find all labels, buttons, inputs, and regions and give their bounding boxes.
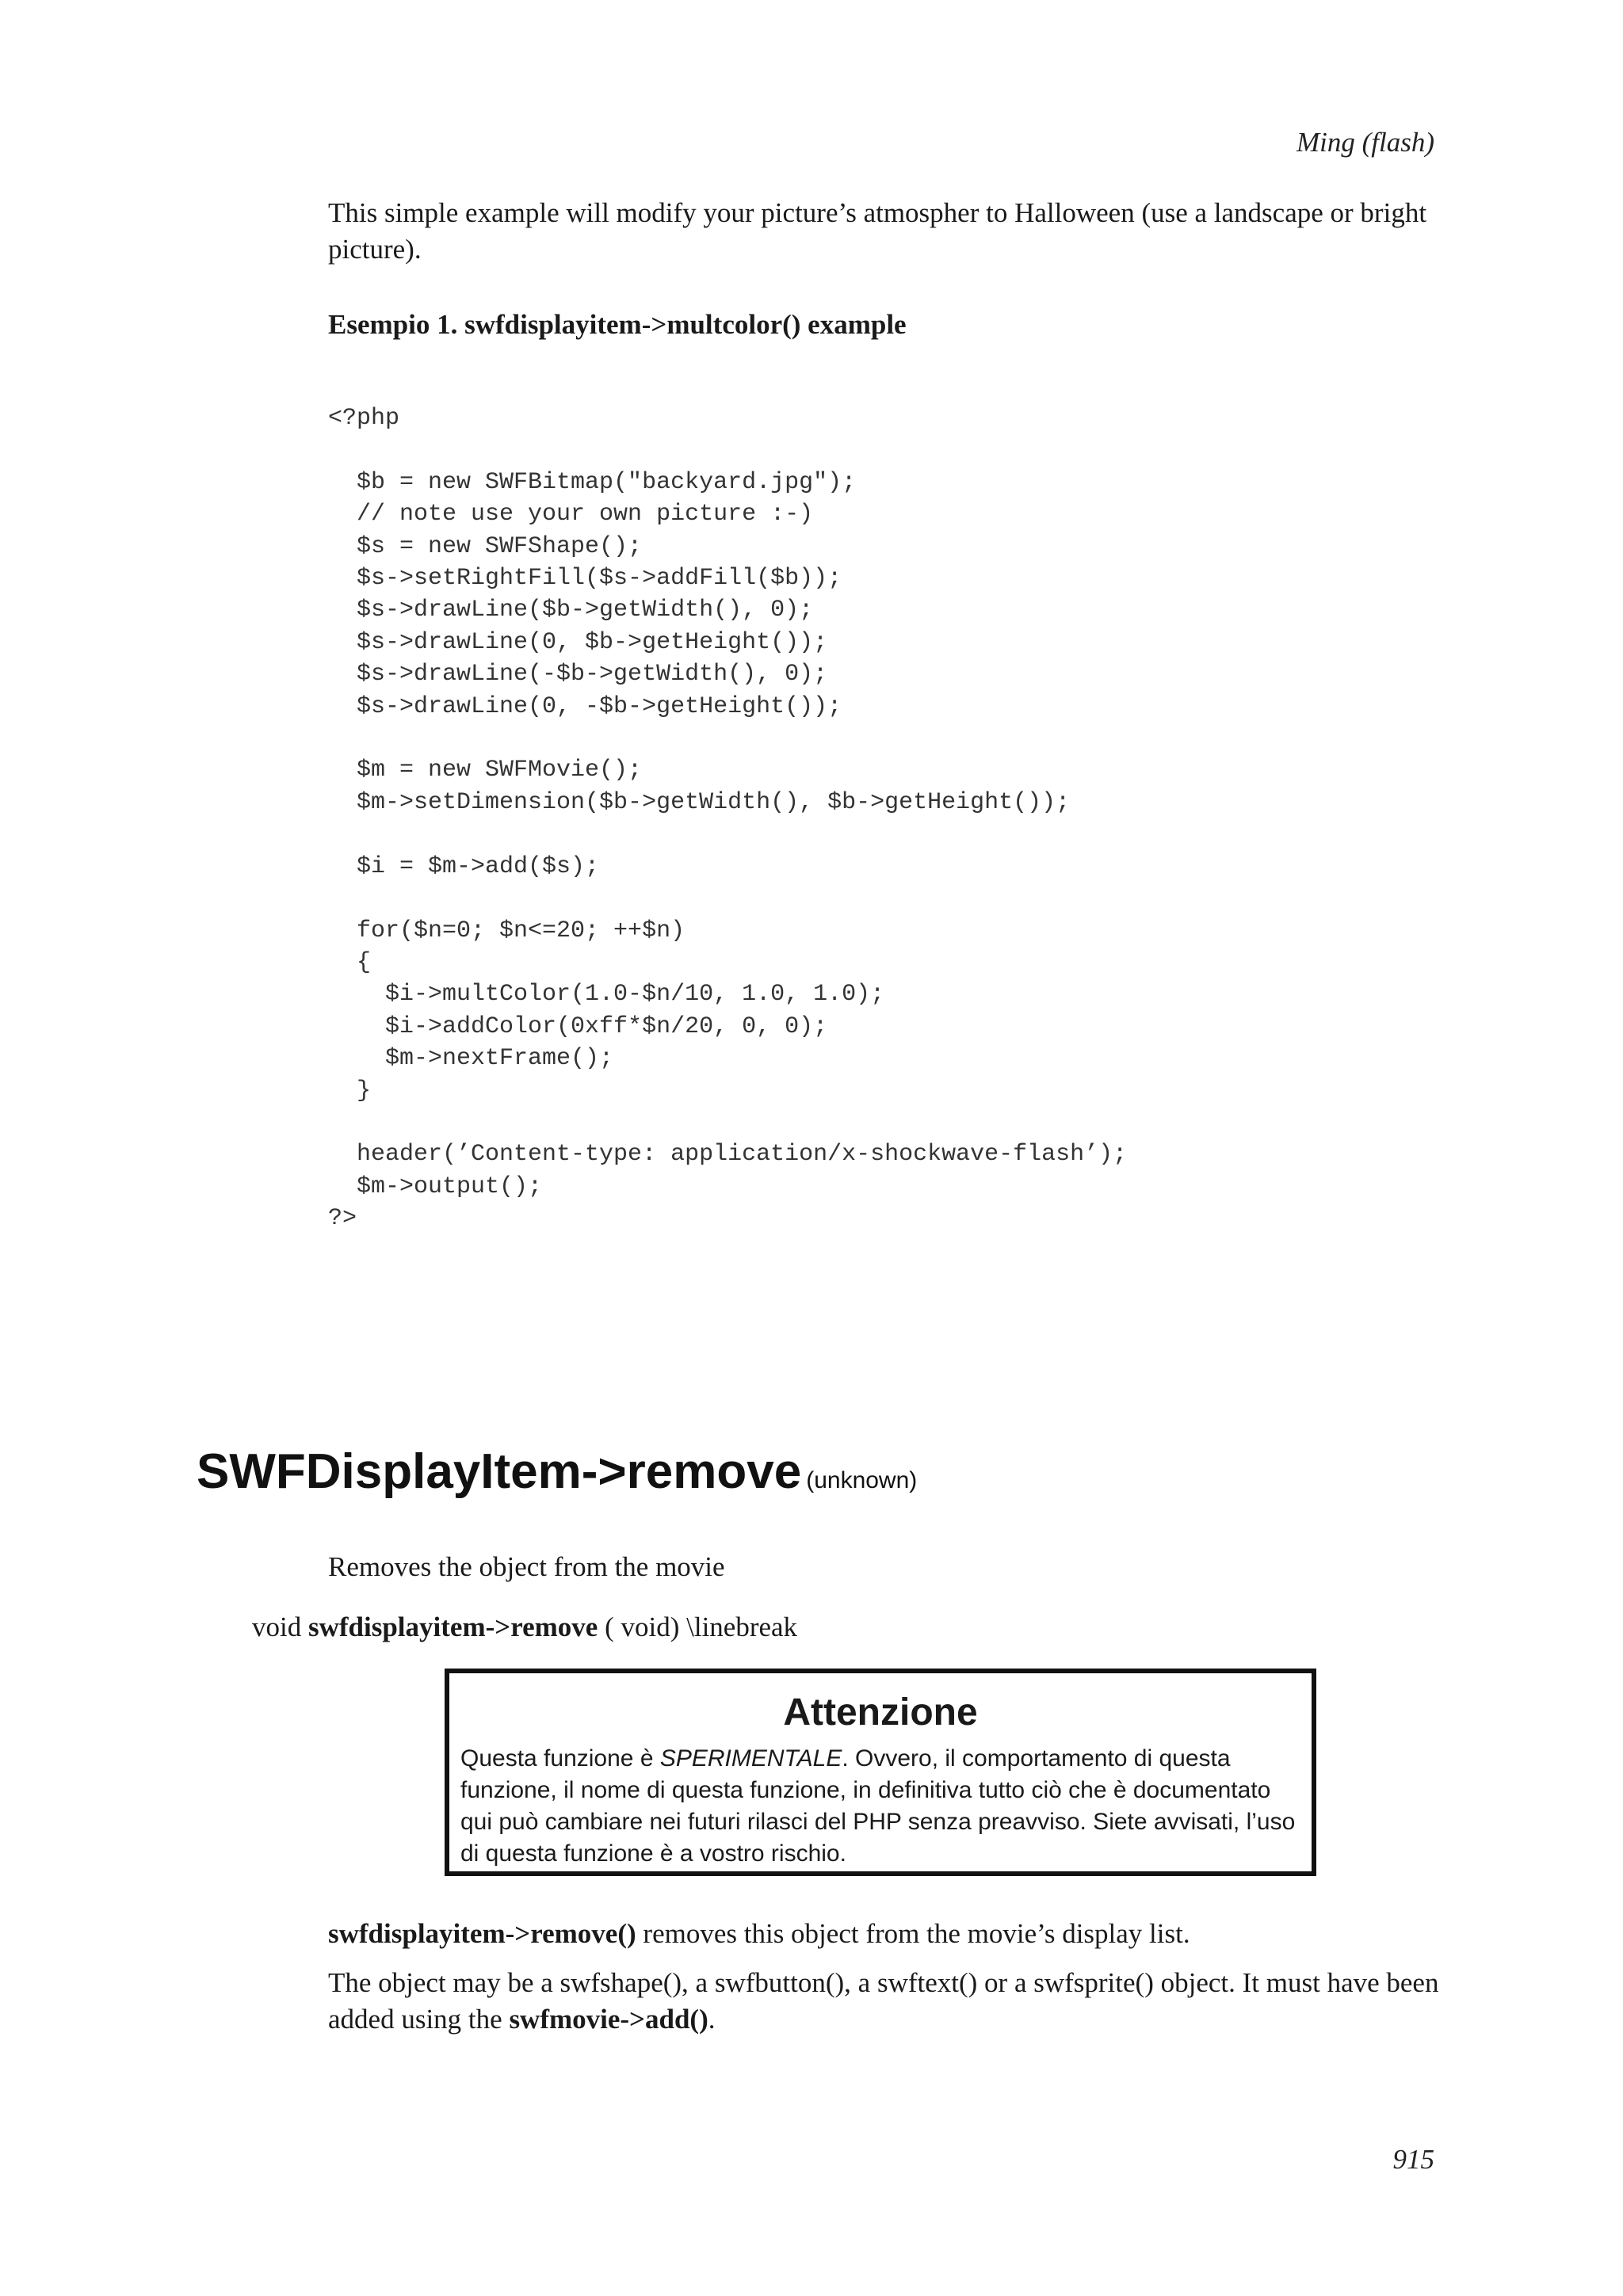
synopsis-function-name: swfdisplayitem->remove [307,1611,598,1642]
function-purpose: Removes the object from the movie [328,1551,725,1582]
code-example: <?php $b = new SWFBitmap("backyard.jpg"); // note use your own picture :-) $s = new SWFShape(); $s->setRightFill($s->addFill($b)); $s->drawLine($b->getWidth(), 0); $s->drawLine(0, $b->getHeight()); $s->drawLine(-$b->getWidth(), 0); $s->drawLine(0, -$b->getHeight()); $m = new SWFMovie(); $m->setDimension($b->getWidth(), $b->getHeight()); $i = $m->add($s); for($n=0; $n<=20; ++$n) { $i->multColor(1.0-$n/10, 1.0, 1.0); $i->addColor(0xff*$n/20, 0, 0); $m->nextFrame(); } header(’Content-type: application/x-shockwave-flash’); $m->output(); ?> [328,405,1128,1233]
example-title: Esempio 1. swfdisplayitem->multcolor() example [328,309,907,340]
description-p2-text: The object may be a swfshape(), a swfbutton(), a swftext() or a swfsprite() object. It must have been added using the [328,1967,1439,2035]
section-heading [197,1444,917,1500]
function-synopsis [252,1611,797,1643]
page-number: 915 [1392,2144,1434,2175]
description-p1-text: removes this object from the movie’s display list. [636,1918,1190,1949]
function-name-heading: SWFDisplayItem->remove [197,1444,802,1499]
description-add-ref: swfmovie->add() [509,2004,708,2035]
description-p2-end: . [708,2004,716,2035]
synopsis-params: ( void) \linebreak [605,1611,798,1642]
warning-text-after: . Ovvero, il comportamento di questa funzione, il nome di questa funzione, in definitiva tutto ciò che è documentato qui può cambiare nei futuri rilasci del PHP senza preavviso. Siete avvisati, l’uso di questa funzione è a vostro rischio. [460,1745,1296,1867]
return-type: void [252,1611,302,1642]
running-header: Ming (flash) [1296,127,1434,158]
warning-title: Attenzione [783,1691,978,1733]
warning-text [460,1743,1300,1870]
warning-box [445,1669,1316,1876]
warning-emphasis: SPERIMENTALE [659,1745,842,1772]
description-paragraph-2 [328,1965,1453,2038]
description-function-ref: swfdisplayitem->remove() [328,1918,636,1949]
description-paragraph-1 [328,1916,1190,1952]
warning-text-before: Questa funzione è [460,1745,660,1772]
version-info: (unknown) [806,1467,918,1493]
intro-paragraph: This simple example will modify your picture’s atmospher to Halloween (use a landscape or bright picture). [328,197,1427,265]
